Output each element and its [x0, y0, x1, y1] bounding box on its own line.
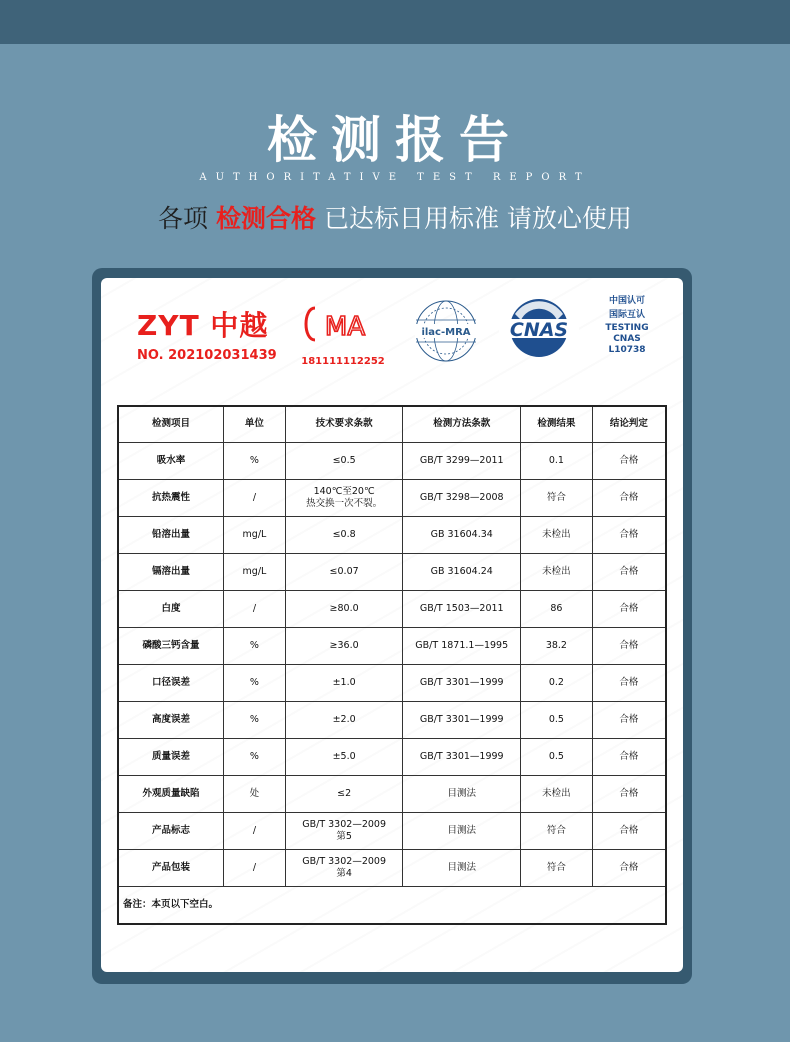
cert-line-4: CNAS [613, 334, 641, 344]
cell-test-item: 铅溶出量 [118, 516, 224, 553]
cell-unit: mg/L [224, 553, 286, 590]
cell-requirement: ≤0.5 [285, 442, 403, 479]
cert-line-5: L10738 [608, 345, 646, 355]
cell-result: 0.1 [521, 442, 593, 479]
table-row [118, 775, 666, 812]
cell-unit: % [224, 627, 286, 664]
cell-method: GB/T 1503—2011 [403, 590, 521, 627]
cell-requirement: ≥36.0 [285, 627, 403, 664]
table-row [118, 553, 666, 590]
cma-mark-text: MA [324, 312, 366, 342]
cell-requirement: ≤0.07 [285, 553, 403, 590]
cell-conclusion: 合格 [592, 812, 666, 849]
table-row [118, 516, 666, 553]
zyt-logo [137, 304, 277, 363]
cell-result: 0.2 [521, 664, 593, 701]
test-results-table [117, 405, 667, 925]
cell-result: 86 [521, 590, 593, 627]
header-test-item: 检测项目 [118, 406, 224, 442]
cell-unit: % [224, 664, 286, 701]
cell-test-item: 外观质量缺陷 [118, 775, 224, 812]
cell-method: GB/T 3301—1999 [403, 664, 521, 701]
cell-result: 38.2 [521, 627, 593, 664]
cell-unit: / [224, 849, 286, 886]
cell-conclusion: 合格 [592, 627, 666, 664]
cell-requirement: ≤2 [285, 775, 403, 812]
table-row [118, 701, 666, 738]
cell-unit: / [224, 590, 286, 627]
ilac-logo [413, 298, 479, 368]
cell-test-item: 镉溶出量 [118, 553, 224, 590]
cell-test-item: 口径误差 [118, 664, 224, 701]
cell-conclusion: 合格 [592, 849, 666, 886]
cell-result: 符合 [521, 849, 593, 886]
header-result: 检测结果 [521, 406, 593, 442]
ilac-text: ilac-MRA [421, 327, 471, 338]
report-number: NO. 202102031439 [137, 348, 277, 363]
cma-logo [301, 302, 385, 367]
cell-requirement: 140℃至20℃ 热交换一次不裂。 [285, 479, 403, 516]
cell-test-item: 高度误差 [118, 701, 224, 738]
cma-mark-icon [301, 302, 385, 350]
header-unit: 单位 [224, 406, 286, 442]
cell-result: 符合 [521, 479, 593, 516]
cell-conclusion: 合格 [592, 775, 666, 812]
cell-method: GB 31604.24 [403, 553, 521, 590]
header-method: 检测方法条款 [403, 406, 521, 442]
cell-requirement: GB/T 3302—2009 第5 [285, 812, 403, 849]
cell-requirement: ≥80.0 [285, 590, 403, 627]
table-note: 备注：本页以下空白。 [118, 886, 666, 924]
page-subtitle: AUTHORITATIVE TEST REPORT [199, 172, 591, 183]
table-row [118, 738, 666, 775]
cell-result: 未检出 [521, 775, 593, 812]
table-row [118, 627, 666, 664]
header-requirement: 技术要求条款 [285, 406, 403, 442]
zyt-logo-text: ZYT 中越 [137, 309, 269, 342]
cell-conclusion: 合格 [592, 479, 666, 516]
cell-requirement: ±5.0 [285, 738, 403, 775]
table-row [118, 590, 666, 627]
cell-test-item: 白度 [118, 590, 224, 627]
cert-line-1: 中国认可 [608, 296, 645, 306]
cell-requirement: ≤0.8 [285, 516, 403, 553]
tagline-prefix: 各项 [158, 204, 209, 233]
cell-method: GB/T 3301—1999 [403, 701, 521, 738]
table-header-row [118, 406, 666, 442]
cell-result: 未检出 [521, 516, 593, 553]
tagline-suffix: 已达标日用标准 请放心使用 [323, 204, 632, 233]
cell-requirement: GB/T 3302—2009 第4 [285, 849, 403, 886]
tagline-highlight: 检测合格 [216, 204, 317, 233]
header-conclusion: 结论判定 [592, 406, 666, 442]
cell-test-item: 产品标志 [118, 812, 224, 849]
cell-test-item: 磷酸三钙含量 [118, 627, 224, 664]
cell-method: GB/T 1871.1—1995 [403, 627, 521, 664]
cell-conclusion: 合格 [592, 442, 666, 479]
cell-method: GB/T 3301—1999 [403, 738, 521, 775]
cell-conclusion: 合格 [592, 553, 666, 590]
cert-line-2: 国际互认 [608, 310, 645, 320]
cell-requirement: ±2.0 [285, 701, 403, 738]
certification-badge [599, 296, 655, 356]
cell-requirement: ±1.0 [285, 664, 403, 701]
cell-method: GB/T 3298—2008 [403, 479, 521, 516]
cell-test-item: 质量误差 [118, 738, 224, 775]
cell-test-item: 抗热震性 [118, 479, 224, 516]
top-band [0, 0, 790, 44]
cell-conclusion: 合格 [592, 590, 666, 627]
cell-method: GB/T 3299—2011 [403, 442, 521, 479]
cnas-logo [497, 296, 581, 364]
cell-result: 0.5 [521, 738, 593, 775]
cell-conclusion: 合格 [592, 516, 666, 553]
cell-conclusion: 合格 [592, 664, 666, 701]
table-body [118, 442, 666, 886]
cell-unit: % [224, 738, 286, 775]
table-row [118, 479, 666, 516]
cnas-logo-icon [497, 296, 581, 360]
cell-method: 目测法 [403, 812, 521, 849]
cell-test-item: 产品包装 [118, 849, 224, 886]
cell-result: 未检出 [521, 553, 593, 590]
cell-result: 0.5 [521, 701, 593, 738]
cnas-text: CNAS [509, 319, 569, 341]
cell-method: GB 31604.34 [403, 516, 521, 553]
table-row [118, 849, 666, 886]
table-row [118, 442, 666, 479]
cell-unit: / [224, 812, 286, 849]
tagline [0, 199, 790, 235]
cell-conclusion: 合格 [592, 738, 666, 775]
cell-unit: mg/L [224, 516, 286, 553]
table-row [118, 664, 666, 701]
table-row [118, 812, 666, 849]
cell-unit: / [224, 479, 286, 516]
table-note-row [118, 886, 666, 924]
ilac-globe-icon [413, 298, 479, 364]
cell-test-item: 吸水率 [118, 442, 224, 479]
cell-unit: % [224, 701, 286, 738]
cert-line-3: TESTING [605, 323, 649, 333]
cell-conclusion: 合格 [592, 701, 666, 738]
cell-result: 符合 [521, 812, 593, 849]
cell-unit: % [224, 442, 286, 479]
cma-number: 181111112252 [301, 356, 385, 367]
cell-method: 目测法 [403, 775, 521, 812]
cell-method: 目测法 [403, 849, 521, 886]
cell-unit: 处 [224, 775, 286, 812]
page-title: 检测报告 [267, 110, 523, 169]
report-card [101, 278, 683, 972]
